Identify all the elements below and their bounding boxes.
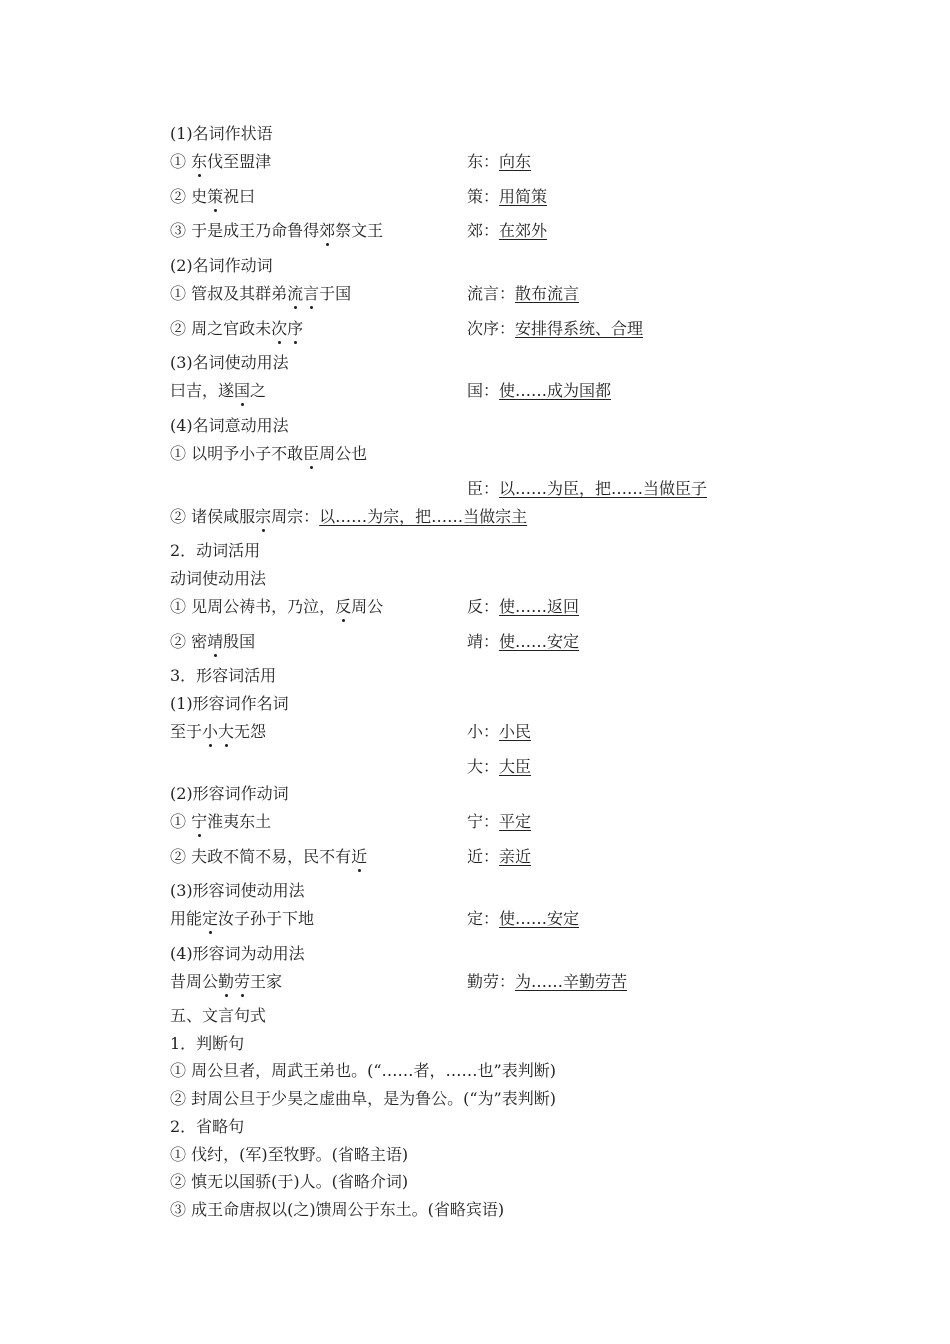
answer-f1b: 大：大臣 (467, 757, 532, 776)
heading-noun-putative: (4)名词意动用法 (170, 416, 289, 435)
sentence-l5: ③ 成王命唐叔以(之)馈周公于东土。(省略宾语) (170, 1200, 505, 1219)
answer-i1: 定：使……安定 (467, 909, 580, 928)
answer-g1: 宁：平定 (467, 812, 532, 831)
heading-noun-verb: (2)名词作动词 (170, 256, 273, 275)
example-d2: ② 诸侯咸服宗周宗：以……为宗，把……当做宗主 (170, 507, 528, 526)
heading-verb-causative: 动词使动用法 (170, 569, 267, 588)
example-c1: 曰吉，遂国之 (170, 381, 267, 400)
answer-f1a: 小：小民 (467, 722, 532, 741)
example-i1: 用能定汝子孙于下地 (170, 909, 315, 928)
example-a3: ③ 于是成王乃命鲁得郊祭文王 (170, 221, 384, 240)
sentence-l1: ① 周公旦者，周武王弟也。(“……者，……也”表判断) (170, 1061, 556, 1080)
sentence-l4: ② 慎无以国骄(于)人。(省略介词) (170, 1172, 409, 1191)
example-g1: ① 宁淮夷东土 (170, 812, 272, 831)
answer-j1: 勤劳：为……辛勤劳苦 (467, 972, 628, 991)
heading-adj-verb: (2)形容词作动词 (170, 784, 289, 803)
heading-judgment: 1．判断句 (170, 1034, 245, 1053)
example-g2: ② 夫政不简不易，民不有近 (170, 847, 368, 866)
section-title-adjective: 3．形容词活用 (170, 666, 277, 685)
sentence-l2: ② 封周公旦于少昊之虚曲阜，是为鲁公。(“为”表判断) (170, 1089, 556, 1108)
answer-b1: 流言：散布流言 (467, 284, 580, 303)
answer-a1: 东：向东 (467, 152, 532, 171)
example-d1: ① 以明予小子不敢臣周公也 (170, 444, 368, 463)
example-f1: 至于小大无怨 (170, 722, 267, 741)
example-a2: ② 史策祝曰 (170, 187, 256, 206)
heading-omission: 2．省略句 (170, 1117, 245, 1136)
answer-a3: 郊：在郊外 (467, 221, 548, 240)
example-e2: ② 密靖殷国 (170, 632, 256, 651)
heading-adj-for: (4)形容词为动用法 (170, 944, 305, 963)
example-b1: ① 管叔及其群弟流言于国 (170, 284, 352, 303)
heading-adj-causative: (3)形容词使动用法 (170, 881, 305, 900)
example-e1: ① 见周公祷书，乃泣，反周公 (170, 597, 384, 616)
heading-noun-adverbial: (1)名词作状语 (170, 124, 273, 143)
heading-adj-noun: (1)形容词作名词 (170, 694, 289, 713)
section-title-verb: 2．动词活用 (170, 541, 261, 560)
example-a1: ① 东伐至盟津 (170, 152, 272, 171)
answer-a2: 策：用简策 (467, 187, 548, 206)
answer-g2: 近：亲近 (467, 847, 532, 866)
answer-b2: 次序：安排得系统、合理 (467, 319, 644, 338)
section-title-sentence-patterns: 五、文言句式 (170, 1006, 267, 1025)
answer-c1: 国：使……成为国都 (467, 381, 612, 400)
example-b2: ② 周之官政未次序 (170, 319, 304, 338)
answer-d1: 臣：以……为臣，把……当做臣子 (467, 479, 708, 498)
answer-e1: 反：使……返回 (467, 597, 580, 616)
example-j1: 昔周公勤劳王家 (170, 972, 283, 991)
heading-noun-causative: (3)名词使动用法 (170, 353, 289, 372)
answer-e2: 靖：使……安定 (467, 632, 580, 651)
sentence-l3: ① 伐纣，(军)至牧野。(省略主语) (170, 1145, 409, 1164)
